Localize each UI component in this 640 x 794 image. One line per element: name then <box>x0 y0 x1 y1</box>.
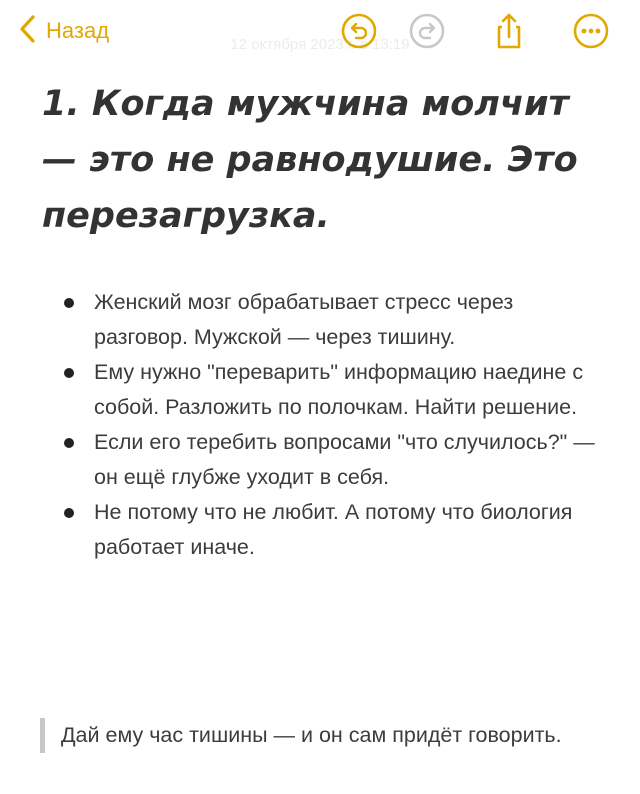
list-item-text: Ему нужно "переварить" информацию наедине с собой. Разложить по полочкам. Найти решение. <box>94 360 584 419</box>
note-title: 1. Когда мужчина молчит — это не равнодушие. Это перезагрузка. <box>42 84 578 236</box>
note-date: 12 октября 2023 г. в 13:19 <box>230 36 410 53</box>
bullet-icon <box>64 438 74 448</box>
bullet-icon <box>64 298 74 308</box>
share-icon[interactable] <box>490 12 528 50</box>
navigation-bar <box>0 0 640 64</box>
list-item <box>42 285 602 355</box>
list-item-text: Если его теребить вопросами "что случилось?" — он ещё глубже уходит в себя. <box>94 430 595 489</box>
list-item-text: Женский мозг обрабатывает стресс через разговор. Мужской — через тишину. <box>94 290 514 349</box>
redo-icon[interactable] <box>408 12 446 50</box>
list-item <box>42 425 602 495</box>
undo-icon[interactable] <box>340 12 378 50</box>
list-item-text: Не потому что не любит. А потому что биология работает иначе. <box>94 500 573 559</box>
list-item <box>42 355 602 425</box>
more-icon[interactable] <box>572 12 610 50</box>
bullet-icon <box>64 368 74 378</box>
block-quote: Дай ему час тишины — и он сам придёт говорить. <box>40 718 621 753</box>
list-item <box>42 495 602 565</box>
bullet-icon <box>64 508 74 518</box>
bullet-list <box>42 285 602 565</box>
back-label: Назад <box>46 18 110 43</box>
